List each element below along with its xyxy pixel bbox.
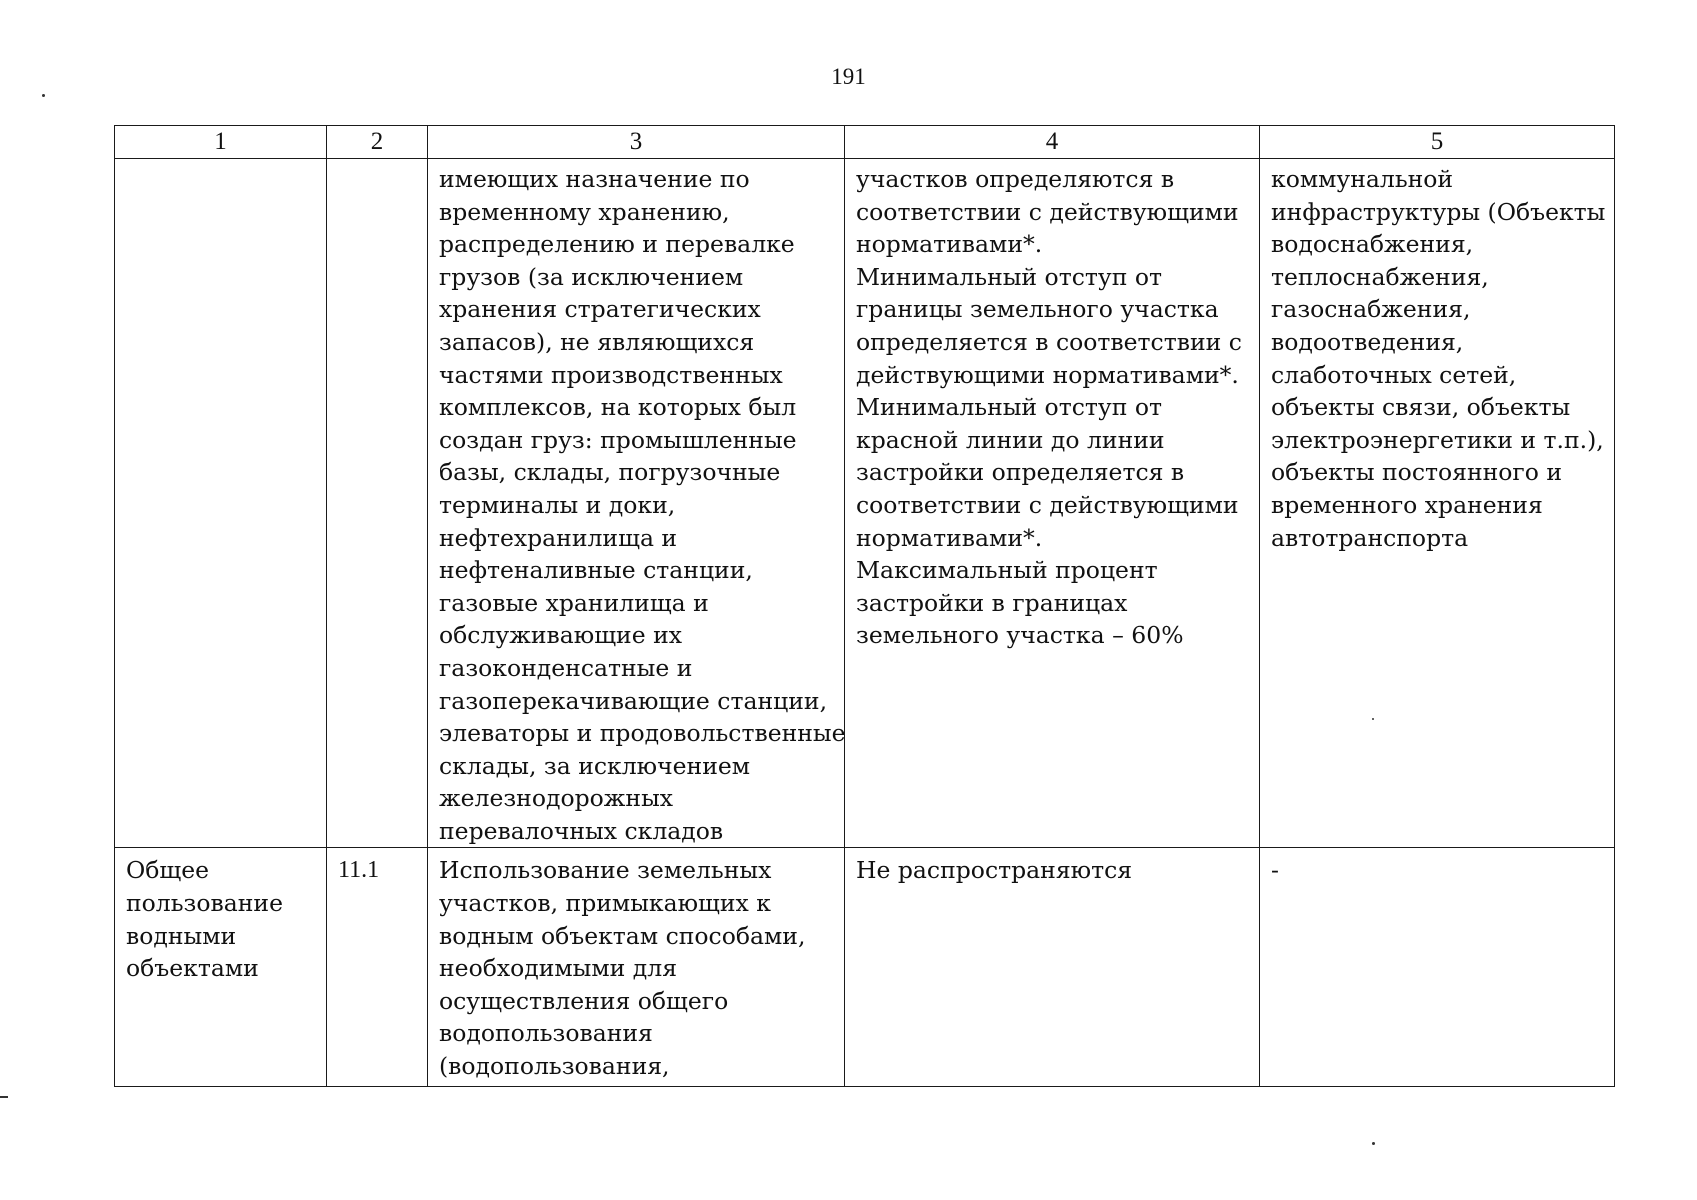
text-line: водными	[126, 921, 237, 950]
land-use-type-cell	[115, 848, 327, 1087]
description-cell	[428, 159, 845, 848]
text-line: объекты постоянного и	[1271, 458, 1563, 487]
text-line: имеющих назначение по	[439, 165, 750, 193]
page-number: 191	[831, 64, 866, 89]
text-line: застройки определяется в	[856, 458, 1185, 487]
text-line: участков, примыкающих к	[439, 889, 771, 918]
column-number-1: 1	[115, 126, 327, 159]
text-line: соответствии с действующими	[856, 490, 1239, 519]
column-number-2: 2	[327, 126, 428, 159]
column-number-3: 3	[428, 126, 845, 159]
text-line: железнодорожных	[439, 784, 674, 813]
column-number-row	[115, 126, 1615, 159]
text-line: газоперекачивающие станции,	[439, 686, 828, 715]
text-line: участков определяются в	[856, 165, 1175, 193]
text-line: элеваторы и продовольственные	[439, 719, 846, 748]
text-line: создан груз: промышленные	[439, 425, 797, 454]
auxiliary-uses-cell: -	[1260, 848, 1615, 1087]
text-line: Минимальный отступ от	[856, 393, 1162, 422]
text-line: терминалы и доки,	[439, 490, 676, 519]
table-row-water-use	[115, 848, 1615, 1087]
code-cell: 11.1	[327, 848, 428, 1087]
column-number-5: 5	[1260, 126, 1615, 159]
text-line: действующими нормативами*.	[856, 360, 1239, 389]
text-line: водным объектам способами,	[439, 921, 806, 950]
scan-edge-mark	[0, 1096, 8, 1098]
auxiliary-uses-cell	[1260, 159, 1615, 848]
text-line: красной линии до линии	[856, 425, 1165, 454]
text-line: временного хранения	[1271, 490, 1543, 519]
text-line: застройки в границах	[856, 588, 1128, 617]
text-line: базы, склады, погрузочные	[439, 458, 781, 487]
text-line: водоотведения,	[1271, 327, 1464, 356]
text-line: водоснабжения,	[1271, 230, 1474, 259]
text-line: частями производственных	[439, 360, 783, 389]
text-line: земельного участка – 60%	[856, 621, 1184, 650]
text-line: слаботочных сетей,	[1271, 360, 1517, 389]
text-line: нормативами*.	[856, 523, 1043, 552]
text-line: соответствии с действующими	[856, 197, 1239, 226]
text-line: границы земельного участка	[856, 295, 1219, 324]
text-line: инфраструктуры (Объекты	[1271, 197, 1606, 226]
table-row-continued	[115, 159, 1615, 848]
text-line: автотранспорта	[1271, 523, 1469, 552]
land-use-table	[114, 125, 1615, 1087]
text-line: Использование земельных	[439, 856, 772, 885]
text-line: Минимальный отступ от	[856, 262, 1162, 291]
text-line: объектами	[126, 954, 259, 983]
text-line: Максимальный процент	[856, 556, 1158, 585]
text-line: перевалочных складов	[439, 816, 724, 845]
land-use-type-cell	[115, 159, 327, 848]
scan-speck	[1372, 718, 1374, 720]
text-line: хранения стратегических	[439, 295, 761, 324]
text-line: запасов), не являющихся	[439, 327, 755, 356]
text-line: нефтехранилища и	[439, 523, 678, 552]
scan-speck	[42, 94, 45, 97]
text-line: определяется в соответствии с	[856, 327, 1242, 356]
code-cell	[327, 159, 428, 848]
text-line: газоснабжения,	[1271, 295, 1471, 324]
text-line: пользование	[126, 889, 283, 918]
text-line: объекты связи, объекты	[1271, 393, 1571, 422]
scan-speck	[1372, 1142, 1375, 1145]
parameters-cell	[845, 159, 1260, 848]
text-line: водопользования	[439, 1019, 653, 1048]
text-line: нормативами*.	[856, 230, 1043, 259]
text-line: коммунальной	[1271, 165, 1454, 193]
text-line: склады, за исключением	[439, 751, 751, 780]
text-line: теплоснабжения,	[1271, 262, 1489, 291]
column-number-4: 4	[845, 126, 1260, 159]
text-line: Общее	[126, 856, 210, 885]
description-cell	[428, 848, 845, 1087]
text-line: обслуживающие их	[439, 621, 682, 650]
text-line: временному хранению,	[439, 197, 730, 226]
text-line: электроэнергетики и т.п.),	[1271, 425, 1604, 454]
text-line: комплексов, на которых был	[439, 393, 797, 422]
text-line: распределению и перевалке	[439, 230, 795, 259]
text-line: необходимыми для	[439, 954, 678, 983]
text-line: осуществления общего	[439, 986, 729, 1015]
text-line: нефтеналивные станции,	[439, 556, 753, 585]
text-line: газовые хранилища и	[439, 588, 709, 617]
text-line: (водопользования,	[439, 1052, 670, 1081]
text-line: газоконденсатные и	[439, 653, 693, 682]
parameters-cell: Не распространяются	[845, 848, 1260, 1087]
text-line: грузов (за исключением	[439, 262, 744, 291]
